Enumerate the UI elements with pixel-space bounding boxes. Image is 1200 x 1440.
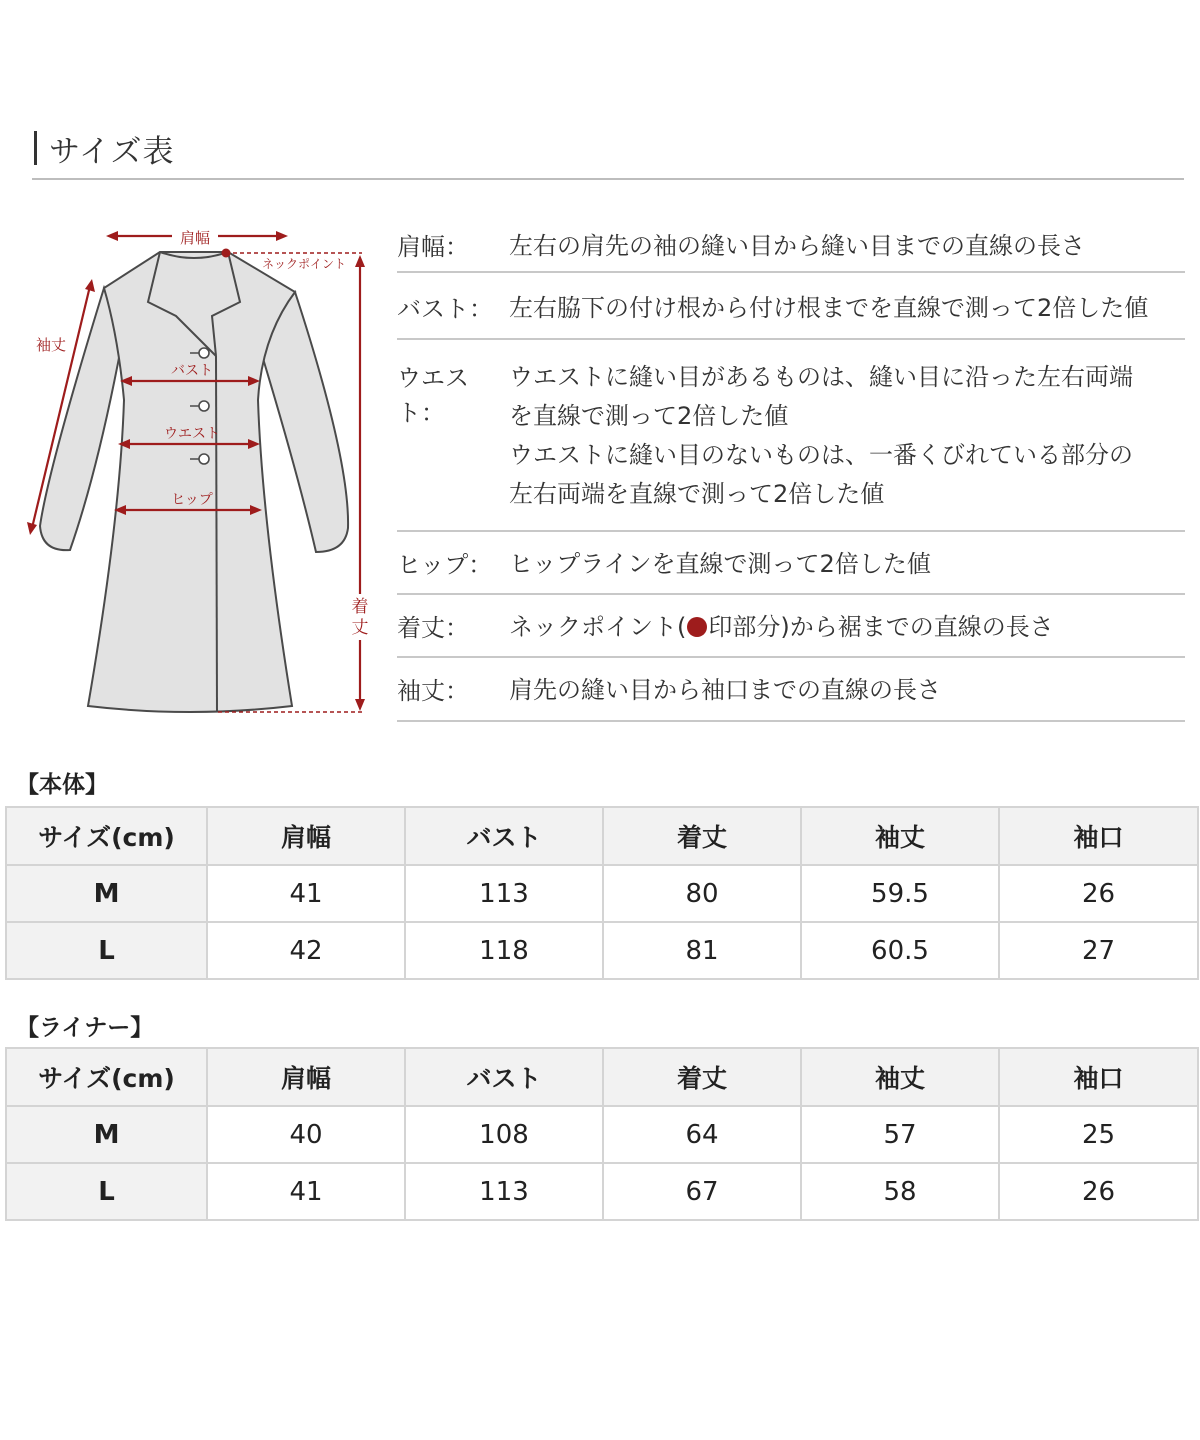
measurement-definitions bbox=[397, 214, 1185, 722]
header-cell: 肩幅 bbox=[207, 1048, 405, 1106]
sleeve-label: 袖丈 bbox=[36, 336, 67, 354]
table-cell: 67 bbox=[603, 1163, 801, 1220]
table-row bbox=[6, 1163, 1198, 1220]
coat-body bbox=[88, 252, 295, 712]
definition-line: を直線で測って2倍した値 bbox=[509, 402, 789, 430]
table-row bbox=[6, 1106, 1198, 1163]
neck-point-marker bbox=[222, 249, 231, 258]
definition-shoulder bbox=[397, 214, 1185, 273]
size-cell: L bbox=[6, 1163, 207, 1220]
table-cell: 27 bbox=[999, 922, 1198, 979]
definition-text: 肩先の縫い目から袖口までの直線の長さ bbox=[509, 676, 941, 704]
length-label-2: 丈 bbox=[351, 618, 369, 638]
definition-text: 左右脇下の付け根から付け根までを直線で測って2倍した値 bbox=[509, 294, 1149, 322]
definition-line: ウエストに縫い目があるものは、縫い目に沿った左右両端 bbox=[509, 363, 1133, 391]
hip-label: ヒップ bbox=[171, 492, 213, 508]
table-cell: 64 bbox=[603, 1106, 801, 1163]
waist-label: ウエスト bbox=[164, 426, 220, 442]
definition-term: 肩幅： bbox=[397, 233, 469, 261]
bust-label: バスト bbox=[171, 363, 213, 379]
definition-text: 左右の肩先の袖の縫い目から縫い目までの直線の長さ bbox=[509, 232, 1085, 260]
definition-length bbox=[397, 595, 1185, 658]
table-cell: 59.5 bbox=[801, 865, 999, 922]
header-cell: バスト bbox=[405, 1048, 603, 1106]
coat-illustration bbox=[0, 190, 390, 730]
table-cell: 108 bbox=[405, 1106, 603, 1163]
table-cell: 57 bbox=[801, 1106, 999, 1163]
size-cell: M bbox=[6, 1106, 207, 1163]
title-divider bbox=[32, 178, 1184, 180]
size-cell: M bbox=[6, 865, 207, 922]
table-cell: 42 bbox=[207, 922, 405, 979]
length-label-1: 着 bbox=[351, 597, 369, 617]
page-title-text: サイズ表 bbox=[49, 133, 175, 170]
table-cell: 60.5 bbox=[801, 922, 999, 979]
title-accent-bar bbox=[34, 131, 37, 165]
page-title bbox=[34, 126, 175, 170]
definition-text bbox=[509, 608, 1185, 656]
header-cell: バスト bbox=[405, 807, 603, 865]
coat-button bbox=[199, 401, 209, 411]
coat-front-line bbox=[216, 356, 217, 712]
table-cell: 58 bbox=[801, 1163, 999, 1220]
definition-term: ウエスト： bbox=[397, 364, 469, 427]
header-cell: 袖丈 bbox=[801, 807, 999, 865]
neck-point-label: ネックポイント bbox=[262, 257, 347, 271]
definition-line: 左右両端を直線で測って2倍した値 bbox=[509, 480, 885, 508]
coat-button bbox=[199, 454, 209, 464]
definition-text-part: ネックポイント( bbox=[509, 613, 687, 641]
shoulder-label: 肩幅 bbox=[179, 229, 211, 247]
table-cell: 41 bbox=[207, 865, 405, 922]
definition-term: 袖丈： bbox=[397, 677, 469, 705]
table-cell: 113 bbox=[405, 1163, 603, 1220]
table-cell: 113 bbox=[405, 865, 603, 922]
header-cell: 着丈 bbox=[603, 807, 801, 865]
table-header-row bbox=[6, 1048, 1198, 1106]
table-cell: 26 bbox=[999, 865, 1198, 922]
size-cell: L bbox=[6, 922, 207, 979]
table-cell: 118 bbox=[405, 922, 603, 979]
table-cell: 25 bbox=[999, 1106, 1198, 1163]
table-cell: 40 bbox=[207, 1106, 405, 1163]
definition-term: ヒップ： bbox=[397, 551, 493, 579]
definition-sleeve bbox=[397, 658, 1185, 722]
header-cell: 着丈 bbox=[603, 1048, 801, 1106]
neck-point-dot-icon bbox=[687, 617, 707, 637]
liner-table-label: 【ライナー】 bbox=[16, 1015, 154, 1041]
coat-measurement-diagram bbox=[0, 190, 390, 730]
body-size-table bbox=[5, 806, 1199, 980]
header-cell: 袖口 bbox=[999, 1048, 1198, 1106]
table-row bbox=[6, 922, 1198, 979]
definition-bust bbox=[397, 273, 1185, 340]
liner-size-table bbox=[5, 1047, 1199, 1221]
table-cell: 41 bbox=[207, 1163, 405, 1220]
table-cell: 80 bbox=[603, 865, 801, 922]
definition-text: ヒップラインを直線で測って2倍した値 bbox=[509, 550, 931, 578]
definition-line: ウエストに縫い目のないものは、一番くびれている部分の bbox=[509, 441, 1133, 469]
body-table-label: 【本体】 bbox=[16, 772, 108, 798]
header-cell: サイズ(cm) bbox=[6, 807, 207, 865]
definition-waist bbox=[397, 340, 1185, 532]
coat-button bbox=[199, 348, 209, 358]
table-cell: 26 bbox=[999, 1163, 1198, 1220]
header-cell: サイズ(cm) bbox=[6, 1048, 207, 1106]
definition-term: バスト： bbox=[397, 295, 493, 323]
header-cell: 肩幅 bbox=[207, 807, 405, 865]
definition-term: 着丈： bbox=[397, 614, 469, 642]
definition-text bbox=[509, 358, 1185, 530]
header-cell: 袖丈 bbox=[801, 1048, 999, 1106]
definition-text-part: 印部分)から裾までの直線の長さ bbox=[708, 613, 1054, 641]
table-header-row bbox=[6, 807, 1198, 865]
table-row bbox=[6, 865, 1198, 922]
table-cell: 81 bbox=[603, 922, 801, 979]
definition-hip bbox=[397, 532, 1185, 595]
header-cell: 袖口 bbox=[999, 807, 1198, 865]
